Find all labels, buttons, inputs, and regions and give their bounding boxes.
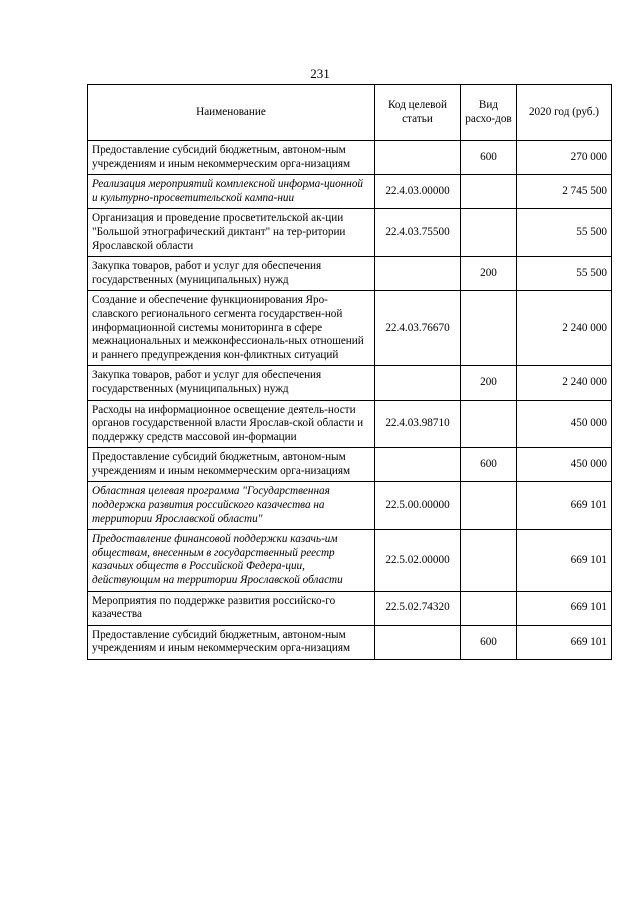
row-sum: 55 500 [517,209,612,257]
row-type [461,209,517,257]
table-row [88,175,612,209]
row-type [461,591,517,625]
row-code: 22.4.03.00000 [375,175,461,209]
row-code [375,448,461,482]
table-header-row [88,85,612,141]
row-sum: 669 101 [517,530,612,591]
table-row [88,482,612,530]
table-row [88,209,612,257]
row-code: 22.5.02.74320 [375,591,461,625]
table-row [88,257,612,291]
page-number: 231 [310,66,330,81]
row-type: 200 [461,366,517,400]
row-code [375,366,461,400]
row-code: 22.5.00.00000 [375,482,461,530]
row-name: Создание и обеспечение функционирования Яро-славского регионального сегмента государствен-ной информационной системы мониторинга в сфере межнациональных и межконфессиональ-ных отношений и раннего предупреждения кон-фликтных ситуаций [88,291,375,366]
row-type: 600 [461,625,517,659]
row-code: 22.4.03.98710 [375,400,461,448]
row-name: Областная целевая программа "Государственная поддержка развития российского казачества на территории Ярославской области" [88,482,375,530]
row-sum: 2 745 500 [517,175,612,209]
row-name: Закупка товаров, работ и услуг для обеспечения государственных (муниципальных) нужд [88,257,375,291]
row-code: 22.4.03.75500 [375,209,461,257]
row-name: Организация и проведение просветительской ак-ции "Большой этнографический диктант" на тер-ритории Ярославской области [88,209,375,257]
row-name: Предоставление субсидий бюджетным, автоном-ным учреждениям и иным некоммерческим орга-низациям [88,141,375,175]
row-sum: 450 000 [517,448,612,482]
row-code [375,141,461,175]
table-row [88,625,612,659]
header-sum: 2020 год (руб.) [517,85,612,141]
row-sum: 2 240 000 [517,291,612,366]
table-row [88,591,612,625]
table-row [88,530,612,591]
row-code: 22.5.02.00000 [375,530,461,591]
row-type: 600 [461,448,517,482]
row-type: 600 [461,141,517,175]
row-name: Предоставление финансовой поддержки казачь-им обществам, внесенным в государственный реестр казачьих обществ в Российской Федера-ции, действующим на территории Ярославской области [88,530,375,591]
row-sum: 270 000 [517,141,612,175]
header-name: Наименование [88,85,375,141]
row-type [461,530,517,591]
row-type [461,482,517,530]
row-type: 200 [461,257,517,291]
row-sum: 669 101 [517,482,612,530]
row-code [375,625,461,659]
row-sum: 55 500 [517,257,612,291]
row-code [375,257,461,291]
row-name: Предоставление субсидий бюджетным, автоном-ным учреждениям и иным некоммерческим орга-низациям [88,625,375,659]
header-code: Код целевой статьи [375,85,461,141]
row-code: 22.4.03.76670 [375,291,461,366]
row-name: Расходы на информационное освещение деятель-ности органов государственной власти Ярослав-ской области и поддержку средств массовой ин-формации [88,400,375,448]
table-row [88,291,612,366]
row-type [461,175,517,209]
row-type [461,400,517,448]
row-name: Реализация мероприятий комплексной информа-ционной и культурно-просветительской кампа-нии [88,175,375,209]
row-name: Предоставление субсидий бюджетным, автоном-ным учреждениям и иным некоммерческим орга-низациям [88,448,375,482]
row-name: Закупка товаров, работ и услуг для обеспечения государственных (муниципальных) нужд [88,366,375,400]
row-sum: 669 101 [517,591,612,625]
table-row [88,366,612,400]
table-row [88,141,612,175]
table-row [88,448,612,482]
row-name: Мероприятия по поддержке развития российско-го казачества [88,591,375,625]
row-type [461,291,517,366]
row-sum: 450 000 [517,400,612,448]
table-row [88,400,612,448]
row-sum: 2 240 000 [517,366,612,400]
header-type: Вид расхо-дов [461,85,517,141]
budget-table [87,84,612,660]
row-sum: 669 101 [517,625,612,659]
